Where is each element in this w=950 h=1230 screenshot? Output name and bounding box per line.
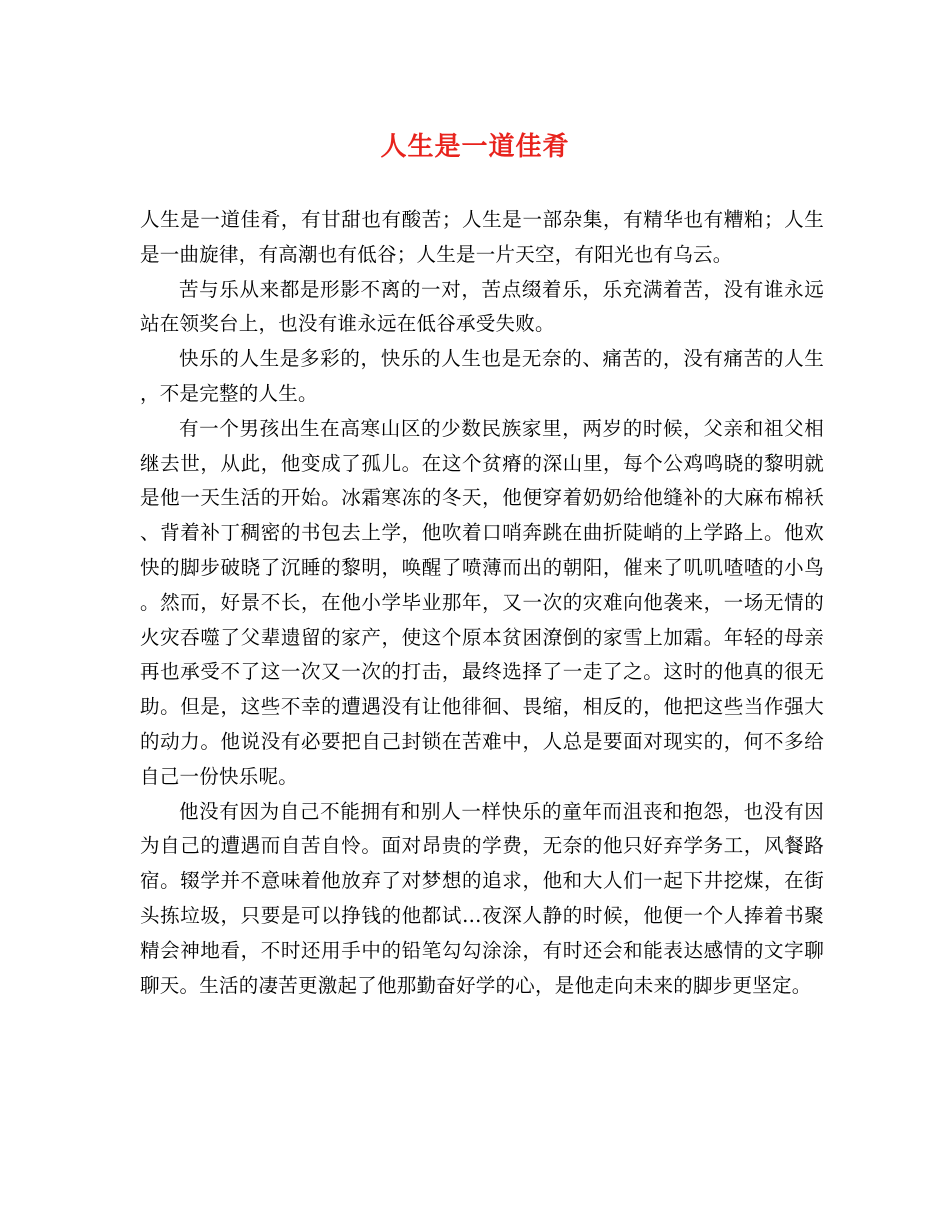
paragraph-3: 快乐的人生是多彩的，快乐的人生也是无奈的、痛苦的，没有痛苦的人生，不是完整的人生。: [140, 347, 824, 405]
paragraph-2: 苦与乐从来都是形影不离的一对，苦点缀着乐，乐充满着苦，没有谁永远站在领奖台上，也没有谁永远在低谷承受失败。: [140, 277, 824, 336]
paragraph-4: 有一个男孩出生在高寒山区的少数民族家里，两岁的时候，父亲和祖父相继去世，从此，他变成了孤儿。在这个贫瘠的深山里，每个公鸡鸣晓的黎明就是他一天生活的开始。冰霜寒冻的冬天，他便穿着奶奶给他缝补的大麻布棉袄、背着补丁稠密的书包去上学，他吹着口哨奔跳在曲折陡峭的上学路上。他欢快的脚步破晓了沉睡的黎明，唤醒了喷薄而出的朝阳，催来了叽叽喳喳的小鸟。然而，好景不长，在他小学毕业那年，又一次的灾难向他袭来，一场无情的火灾吞噬了父辈遗留的家产，使这个原本贫困潦倒的家雪上加霜。年轻的母亲再也承受不了这一次又一次的打击，最终选择了一走了之。这时的他真的很无助。但是，这些不幸的遭遇没有让他徘徊、畏缩，相反的，他把这些当作强大的动力。他说没有必要把自己封锁在苦难中，人总是要面对现实的，何不多给自己一份快乐呢。: [140, 416, 824, 788]
document-body: [140, 203, 824, 1003]
document-title: 人生是一道佳肴: [380, 132, 570, 162]
paragraph-5: 他没有因为自己不能拥有和别人一样快乐的童年而沮丧和抱怨，也没有因为自己的遭遇而自苦自怜。面对昂贵的学费，无奈的他只好弃学务工，风餐路宿。辍学并不意味着他放弃了对梦想的追求，他和大人们一起下井挖煤，在街头拣垃圾，只要是可以挣钱的他都试…夜深人静的时候，他便一个人捧着书聚精会神地看，不时还用手中的铅笔勾勾涂涂，有时还会和能表达感情的文字聊聊天。生活的凄苦更激起了他那勤奋好学的心，是他走向未来的脚步更坚定。: [140, 799, 824, 997]
paragraph-1: 人生是一道佳肴，有甘甜也有酸苦；人生是一部杂集，有精华也有糟粕；人生是一曲旋律，有高潮也有低谷；人生是一片天空，有阳光也有乌云。: [140, 208, 824, 266]
